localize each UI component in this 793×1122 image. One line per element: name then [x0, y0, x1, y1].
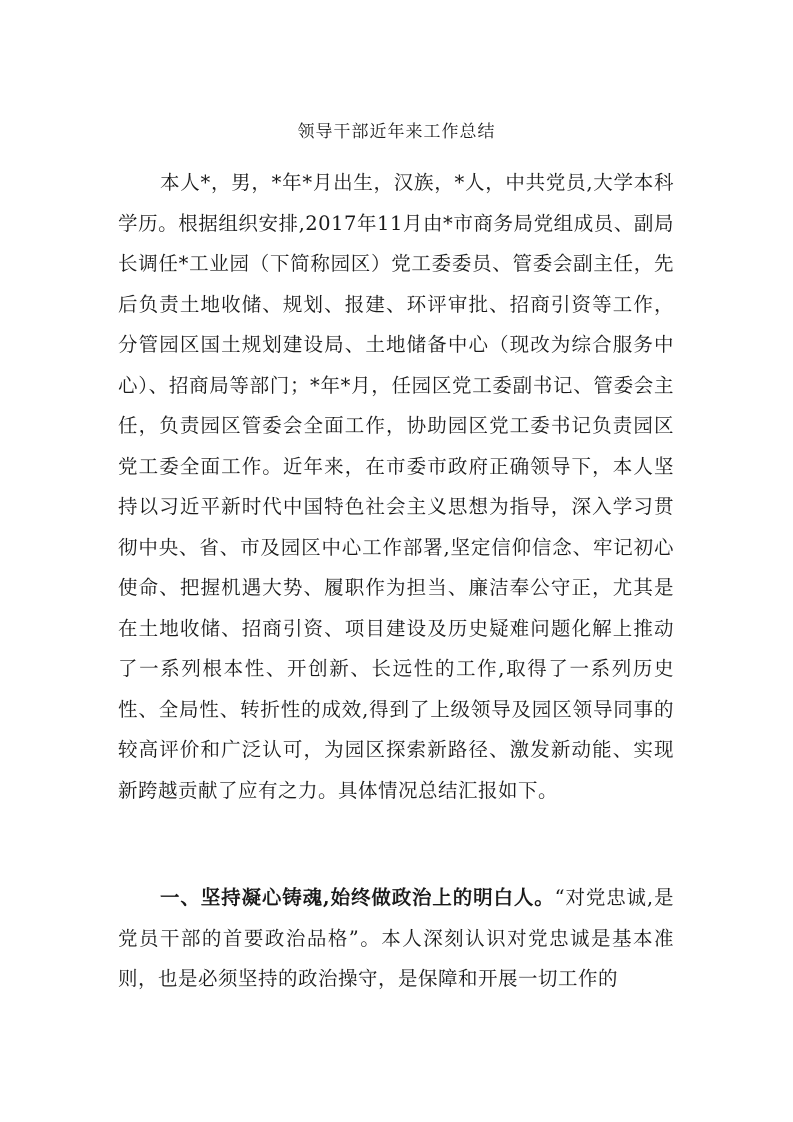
document-title: 领导干部近年来工作总结: [297, 122, 496, 142]
intro-paragraph: 本人*，男，*年*月出生，汉族，*人，中共党员,大学本科学历。根据组织安排,2017年11月由*市商务局党组成员、副局长调任*工业园（下简称园区）党工委委员、管委会副主任，先后负责土地收储、规划、报建、环评审批、招商引资等工作，分管园区国土规划建设局、土地储备中心（现改为综合服务中心）、招商局等部门；*年*月，任园区党工委副书记、管委会主任，负责园区管委会全面工作，协助园区党工委书记负责园区党工委全面工作。近年来，在市委市政府正确领导下，本人坚持以习近平新时代中国特色社会主义思想为指导，深入学习贯彻中央、省、市及园区中心工作部署,坚定信仰信念、牢记初心使命、把握机遇大势、履职作为担当、廉洁奉公守正，尤其是在土地收储、招商引资、项目建设及历史疑难问题化解上推动了一系列根本性、开创新、长远性的工作,取得了一系列历史性、全局性、转折性的成效,得到了上级领导及园区领导同事的较高评价和广泛认可，为园区探索新路径、激发新动能、实现新跨越贡献了应有之力。具体情况总结汇报如下。: [118, 171, 674, 802]
section-1-heading: 一、坚持凝心铸魂,始终做政治上的明白人。: [160, 886, 555, 909]
section-1-text: “对党忠诚,是党员干部的首要政治品格”。本人深刻认识对党忠诚是基本准则，也是必须坚持的政治操守，是保障和开展一切工作的: [118, 886, 674, 990]
section-1-paragraph: [118, 878, 674, 1000]
